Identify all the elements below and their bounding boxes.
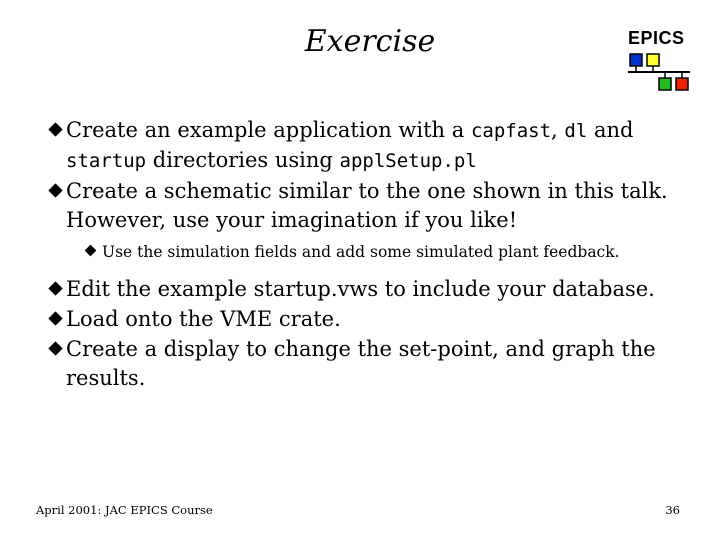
bullet-text: Load onto the VME crate. <box>66 307 341 331</box>
bullet-item <box>48 116 708 176</box>
bullet-text: Create a schematic similar to the one shown in this talk. However, use your imagination if you like! <box>66 179 668 232</box>
bullet-item <box>48 335 708 393</box>
slide-title: Exercise <box>304 24 436 59</box>
bullet-list <box>48 116 708 394</box>
code-text: dl <box>564 120 588 142</box>
bullet-diamond-icon <box>48 341 62 355</box>
bullet-text: directories using <box>146 148 340 172</box>
logo-text: EPICS <box>628 28 685 48</box>
bullet-text: Use the simulation fields and add some simulated plant feedback. <box>102 243 620 261</box>
bullet-item <box>48 177 708 235</box>
bullet-diamond-icon <box>48 122 62 136</box>
bullet-text: Edit the example startup.vws to include your database. <box>66 277 655 301</box>
bullet-text: and <box>587 118 634 142</box>
bullet-text: Create a display to change the set-point, and graph the results. <box>66 337 656 390</box>
code-text: capfast <box>470 120 552 142</box>
bullet-diamond-icon <box>48 281 62 295</box>
sub-bullet-item <box>84 241 708 263</box>
code-text: startup <box>66 150 147 172</box>
bullet-item <box>48 275 708 304</box>
bullet-item <box>48 305 708 334</box>
code-text: applSetup.pl <box>339 150 477 172</box>
epics-logo <box>620 28 700 94</box>
page-number: 36 <box>665 503 680 517</box>
bullet-text: , <box>551 118 565 142</box>
bullet-diamond-icon <box>85 245 97 257</box>
footer-course: April 2001: JAC EPICS Course <box>36 503 213 517</box>
bullet-text: Create an example application with a <box>66 118 471 142</box>
bullet-diamond-icon <box>48 311 62 325</box>
bullet-diamond-icon <box>48 183 62 197</box>
